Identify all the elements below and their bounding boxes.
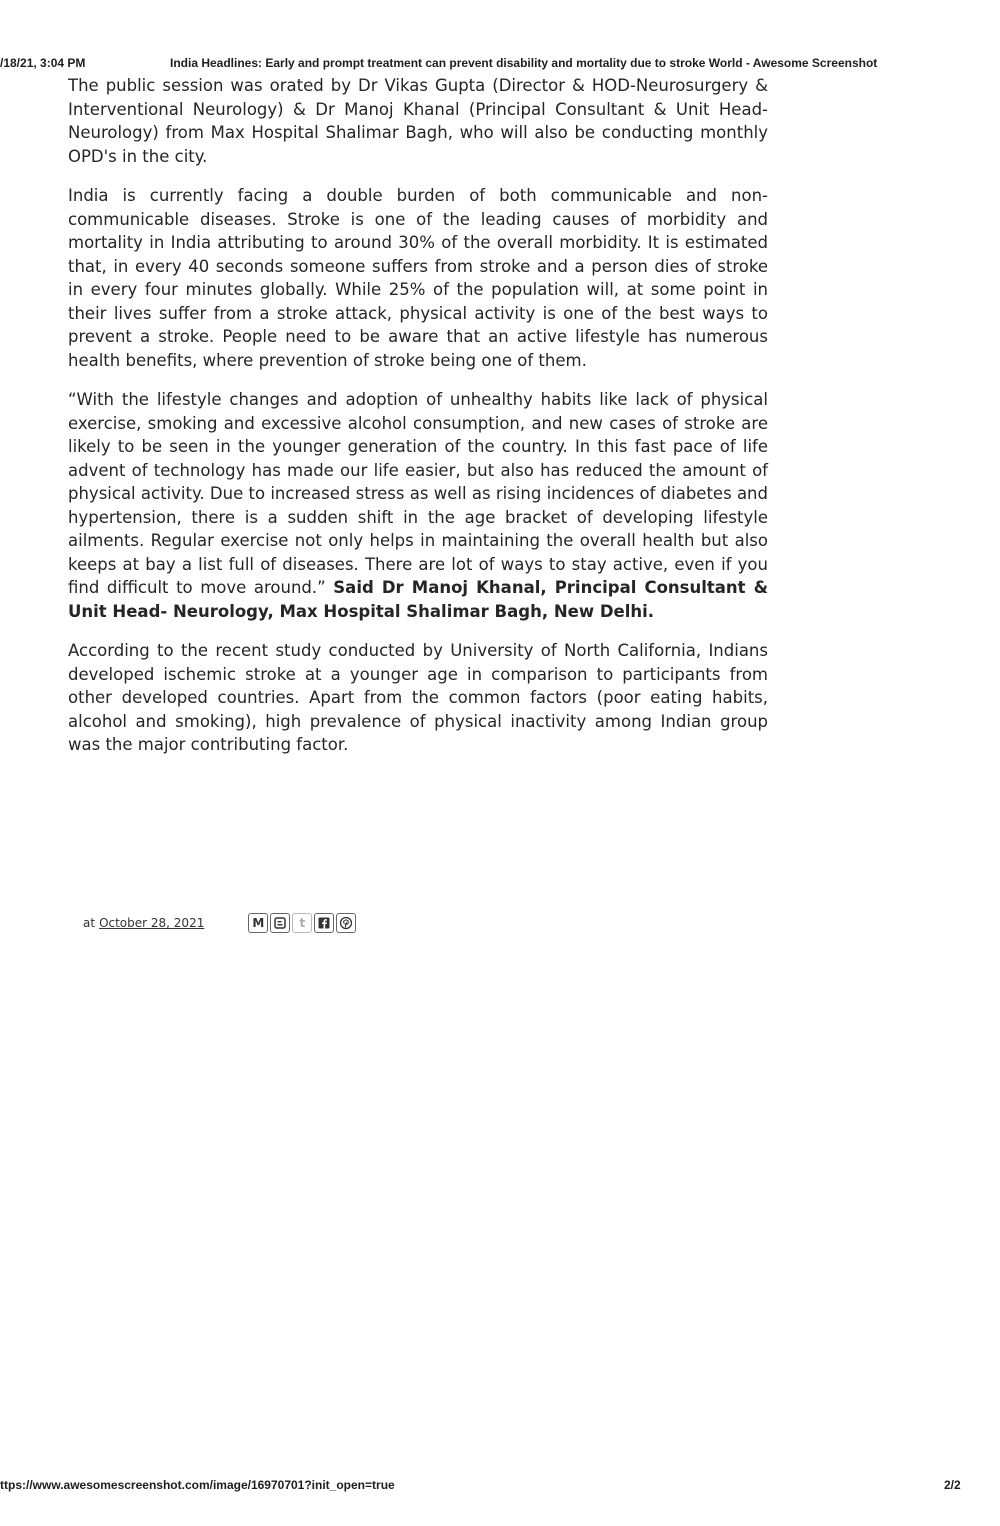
article-body [68, 74, 768, 773]
quote-paragraph [68, 388, 768, 623]
facebook-icon[interactable] [314, 913, 334, 933]
post-footer [83, 911, 358, 935]
print-page-title: India Headlines: Early and prompt treatment can prevent disability and mortality due to stroke World - Awesome Screenshot [170, 56, 878, 70]
email-icon[interactable]: M [248, 913, 268, 933]
print-url: ttps://www.awesomescreenshot.com/image/16970701?init_open=true [0, 1478, 395, 1492]
print-footer [0, 1478, 1000, 1496]
pinterest-icon[interactable] [336, 913, 356, 933]
print-date: /18/21, 3:04 PM [0, 56, 86, 70]
article-paragraph: India is currently facing a double burden of both communicable and non-communicable diseases. Stroke is one of the leading causes of morbidity and mortality in India attributing to around 30% of the overall morbidity. It is estimated that, in every 40 seconds someone suffers from stroke and a person dies of stroke in every four minutes globally. While 25% of the population will, at some point in their lives suffer from a stroke attack, physical activity is one of the best ways to prevent a stroke. People need to be aware that an active lifestyle has numerous health benefits, where prevention of stroke being one of them. [68, 186, 768, 370]
article-paragraph: According to the recent study conducted by University of North California, Indians developed ischemic stroke at a younger age in comparison to participants from other developed countries. Apart from the common factors (poor eating habits, alcohol and smoking), high prevalence of physical inactivity among Indian group was the major contributing factor. [68, 641, 768, 754]
post-date-prefix: at [83, 916, 96, 930]
print-header [0, 56, 1000, 76]
twitter-icon[interactable]: t [292, 913, 312, 933]
blogger-icon[interactable] [270, 913, 290, 933]
article-paragraph: The public session was orated by Dr Vikas Gupta (Director & HOD-Neurosurgery & Interventional Neurology) & Dr Manoj Khanal (Principal Consultant & Unit Head- Neurology) from Max Hospital Shalimar Bagh, who will also be conducting monthly OPD's in the city. [68, 76, 768, 166]
quote-text: “With the lifestyle changes and adoption of unhealthy habits like lack of physical exercise, smoking and excessive alcohol consumption, and new cases of stroke are likely to be seen in the younger generation of the country. In this fast pace of life advent of technology has made our life easier, but also has reduced the amount of physical activity. Due to increased stress as well as rising incidences of diabetes and hypertension, there is a sudden shift in the age bracket of developing lifestyle ailments. Regular exercise not only helps in maintaining the overall health but also keeps at bay a list full of diseases. There are lot of ways to stay active, even if you find difficult to move around.” [68, 390, 768, 597]
post-date-link[interactable]: October 28, 2021 [99, 916, 205, 930]
page-number: 2/2 [944, 1478, 961, 1492]
share-buttons [248, 913, 358, 933]
quote-attribution: Said Dr Manoj Khanal, Principal Consultant & Unit Head- Neurology, Max Hospital Shalimar Bagh, New Delhi. [68, 578, 768, 621]
